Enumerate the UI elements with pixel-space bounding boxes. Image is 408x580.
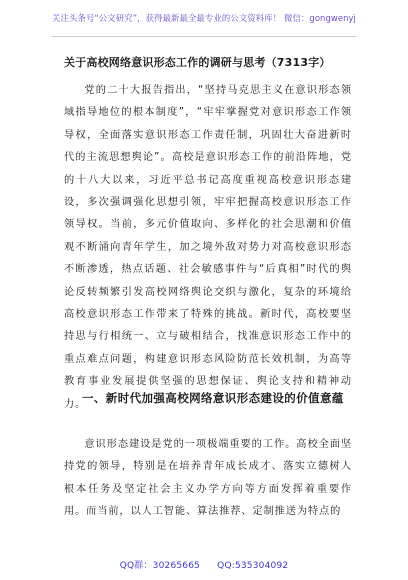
footer-qq: QQ:535304092 [217,561,289,571]
document-title: 关于高校网络意识形态工作的调研与思考（7313字） [64,56,331,69]
footer-qq-group: QQ群：30265665 [119,561,201,571]
header-divider [52,36,356,37]
section-heading-1: 一、新时代加强高校网络意识形态建设的价值意蕴 [82,391,344,405]
body-paragraph-2: 意识形态建设是党的一项极端重要的工作。高校全面坚持党的领导，特别是在培养青年成长成才、落实立德树人根本任务及坚定社会主义办学方向等方面发挥着重要作用。而当前，以人工智能、算法推荐、定制推送为特点的 [64,439,352,518]
footer [0,558,408,571]
body-paragraph-1: 党的二十大报告指出，“坚持马克思主义在意识形态领域指导地位的根本制度”，“牢牢掌握党对意识形态工作领导权，全面落实意识形态工作责任制，巩固壮大奋进新时代的主流思想舆论”。高校是意识形态工作的前沿阵地，党的十八大以来，习近平总书记高度重视高校意识形态建设，多次强调强化思想引领，牢牢把握高校意识形态工作领导权。当前，多元价值取向、多样化的社会思潮和价值观不断涌向青年学生，加之境外敌对势力对高校意识形态不断渗透，热点话题、社会敏感事件与“后真相”时代的舆论反转频繁引发高校网络舆论交织与激化，复杂的环境给高校意识形态工作带来了特殊的挑战。新时代，高校要坚持思与行相统一、立与破相结合，找准意识形态工作中的重点难点问题，构建意识形态风险防范长效机制，为高等教育事业发展提供坚强的思想保证、舆论支持和精神动力。 [64,85,352,410]
header-banner: 关注头条号“公文研究”，获得最新最全最专业的公文资料库！ 微信：gongwenyj [52,13,356,23]
